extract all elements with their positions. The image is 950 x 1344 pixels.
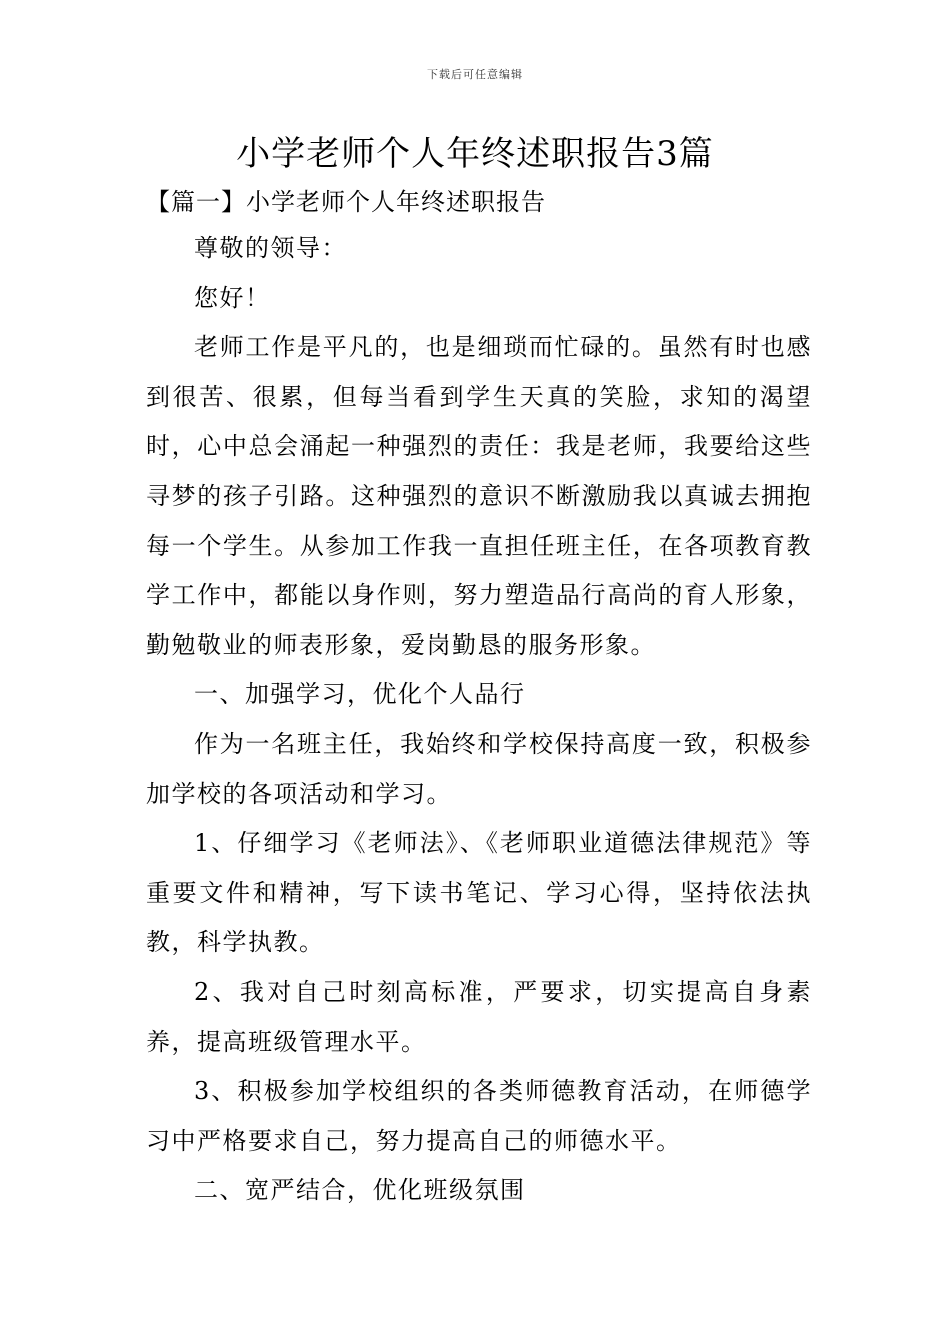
subheading-class: 二、宽严结合，优化班级氛围 (194, 1176, 526, 1205)
intro-paragraph: 老师工作是平凡的，也是细琐而忙碌的。虽然有时也感到很苦、很累，但每当看到学生天真的笑脸，求知的渴望时，心中总会涌起一种强烈的责任：我是老师，我要给这些寻梦的孩子引路。这种强烈的意识不断激励我以真诚去拥抱每一个学生。从参加工作我一直担任班主任，在各项教育教学工作中，都能以身作则，努力塑造品行高尚的育人形象，勤勉敬业的师表形象，爱岗勤恳的服务形象。 (146, 333, 812, 659)
list-item-2: 2、我对自己时刻高标准，严要求，切实提高自身素养，提高班级管理水平。 (146, 977, 812, 1056)
document-title: 小学老师个人年终述职报告3篇 (236, 134, 714, 174)
list-item-1: 1、仔细学习《老师法》、《老师职业道德法律规范》等重要文件和精神，写下读书笔记、学习心得，坚持依法执教，科学执教。 (146, 829, 812, 957)
paragraph-study: 作为一名班主任，我始终和学校保持高度一致，积极参加学校的各项活动和学习。 (146, 729, 812, 808)
greeting: 您好！ (194, 283, 271, 312)
body-text (146, 224, 812, 1216)
section-heading: 【篇一】小学老师个人年终述职报告 (146, 188, 546, 216)
header-note: 下载后可任意编辑 (427, 68, 523, 81)
subheading-study: 一、加强学习，优化个人品行 (194, 680, 526, 709)
salutation: 尊敬的领导： (194, 234, 347, 262)
list-item-3: 3、积极参加学校组织的各类师德教育活动，在师德学习中严格要求自己，努力提高自己的师德水平。 (146, 1077, 812, 1155)
